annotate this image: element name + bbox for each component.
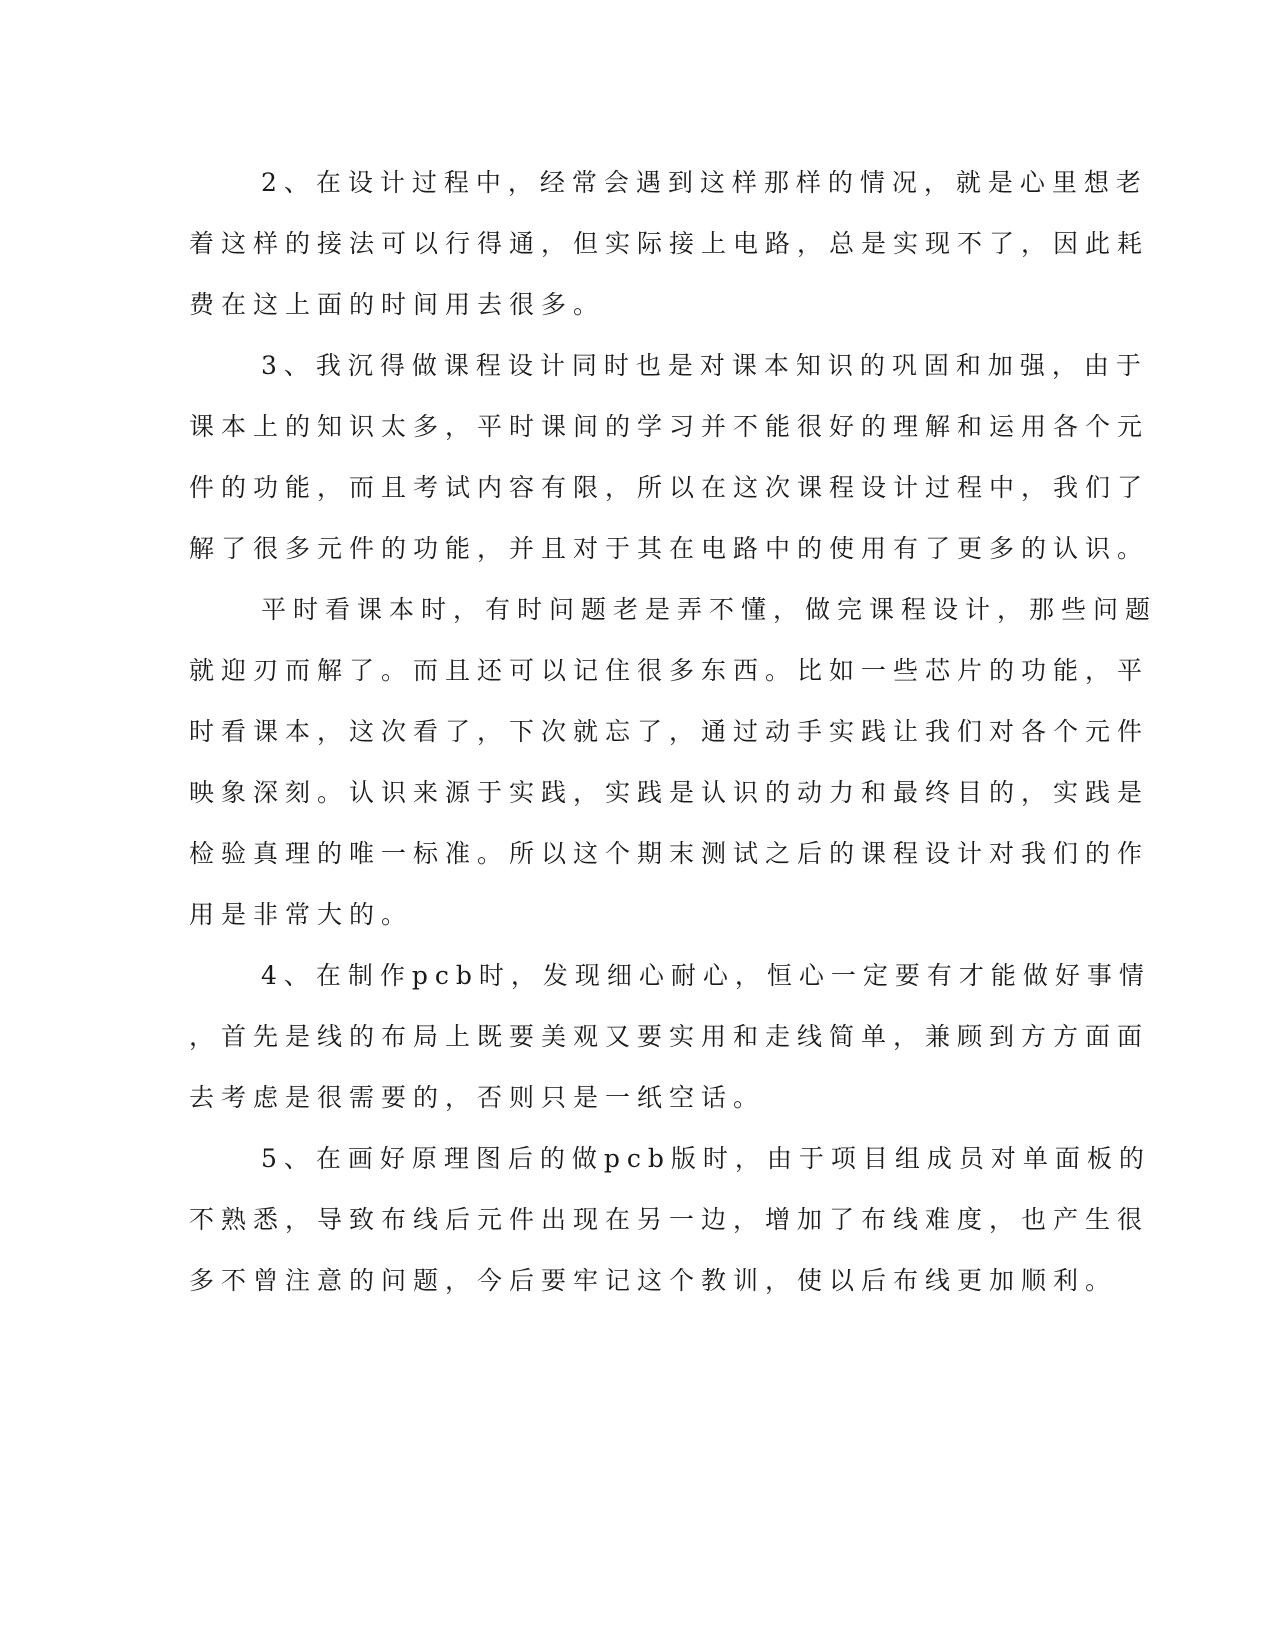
paragraph-line: 多不曾注意的问题，今后要牢记这个教训，使以后布线更加顺利。 [189,1266,1118,1295]
paragraph-3-continued [189,579,1158,945]
paragraph-3 [189,335,1150,579]
paragraph-line: 不熟悉，导致布线后元件出现在另一边，增加了布线难度，也产生很 [189,1205,1150,1234]
paragraph-line: 3、我沉得做课程设计同时也是对课本知识的巩固和加强，由于 [261,351,1148,380]
paragraph-line: ，首先是线的布局上既要美观又要实用和走线简单，兼顾到方方面面 [189,1022,1150,1051]
paragraph-line: 平时看课本时，有时问题老是弄不懂，做完课程设计，那些问题 [261,595,1158,624]
paragraph-4 [189,945,1151,1128]
paragraph-line: 费在这上面的时间用去很多。 [189,290,606,319]
paragraph-line: 着这样的接法可以行得通，但实际接上电路，总是实现不了，因此耗 [189,229,1150,258]
paragraph-line: 映象深刻。认识来源于实践，实践是认识的动力和最终目的，实践是 [189,778,1150,807]
paragraph-line: 4、在制作pcb时，发现细心耐心，恒心一定要有才能做好事情 [261,961,1151,990]
paragraph-line: 去考虑是很需要的，否则只是一纸空话。 [189,1083,766,1112]
paragraph-2 [189,152,1150,335]
paragraph-line: 时看课本，这次看了，下次就忘了，通过动手实践让我们对各个元件 [189,717,1150,746]
paragraph-line: 用是非常大的。 [189,900,414,929]
paragraph-line: 就迎刃而解了。而且还可以记住很多东西。比如一些芯片的功能，平 [189,656,1150,685]
paragraph-line: 2、在设计过程中，经常会遇到这样那样的情况，就是心里想老 [261,168,1148,197]
paragraph-line: 5、在画好原理图后的做pcb版时，由于项目组成员对单面板的 [261,1144,1151,1173]
paragraph-line: 件的功能，而且考试内容有限，所以在这次课程设计过程中，我们了 [189,473,1150,502]
document-body [189,152,1158,1311]
paragraph-line: 检验真理的唯一标准。所以这个期末测试之后的课程设计对我们的作 [189,839,1150,868]
paragraph-line: 课本上的知识太多，平时课间的学习并不能很好的理解和运用各个元 [189,412,1150,441]
paragraph-line: 解了很多元件的功能，并且对于其在电路中的使用有了更多的认识。 [189,534,1150,563]
paragraph-5 [189,1128,1151,1311]
